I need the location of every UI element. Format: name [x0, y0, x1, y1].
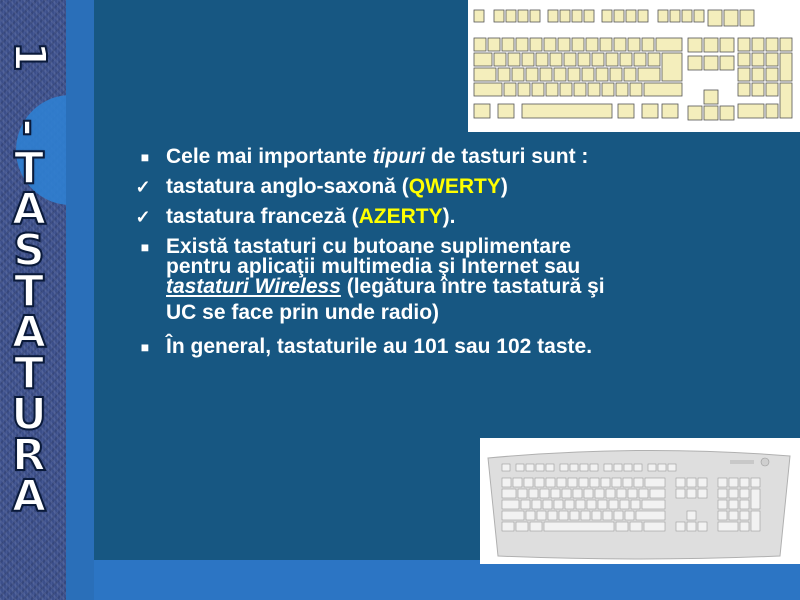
title-letter: R	[12, 430, 46, 481]
vertical-title	[0, 36, 58, 522]
title-letter: U	[11, 389, 47, 440]
bullet-text: tastatura franceză (	[166, 205, 359, 228]
bullet-text: de tasturi sunt :	[425, 145, 589, 168]
left-blue-band	[66, 0, 94, 600]
bullet-text: UC se face prin unde radio)	[166, 301, 440, 324]
bullet-text: )	[500, 175, 508, 198]
bullet-emphasis: tipuri	[372, 145, 426, 168]
title-letter: T	[13, 143, 44, 194]
square-bullet-icon: ■	[140, 339, 150, 355]
keyboard-layout-illustration	[468, 0, 800, 132]
title-letter: A	[11, 471, 47, 522]
bullet-item	[130, 237, 630, 327]
bullet-item	[130, 207, 630, 227]
keyboard-photo	[480, 438, 800, 564]
bullet-text: În general, tastaturile au 101 sau 102 taste.	[166, 335, 593, 358]
highlight-text: AZERTY	[358, 205, 443, 228]
bullet-text: (legătura între tastatură şi	[340, 275, 605, 298]
bullet-list	[130, 147, 630, 367]
bullet-item	[130, 147, 630, 167]
bullet-text: tastatura anglo-saxonă (	[166, 175, 409, 198]
title-letter: T	[13, 348, 44, 399]
title-letter: S	[13, 225, 45, 276]
highlight-text: QWERTY	[408, 175, 501, 198]
wireless-link[interactable]: tastaturi Wireless	[166, 275, 341, 298]
checkmark-bullet-icon: ✓	[135, 207, 151, 227]
bottom-strip	[94, 560, 800, 600]
bullet-item	[130, 337, 630, 357]
square-bullet-icon: ■	[140, 149, 150, 165]
bullet-text: ).	[442, 205, 456, 228]
title-number: 1	[3, 41, 55, 72]
title-letter: T	[13, 266, 44, 317]
square-bullet-icon: ■	[140, 239, 150, 255]
title-dash: -	[3, 118, 55, 137]
bullet-item	[130, 177, 630, 197]
checkmark-bullet-icon: ✓	[135, 177, 151, 197]
keyboard-photo-illustration	[480, 438, 800, 564]
bullet-text: Cele mai importante	[166, 145, 373, 168]
keyboard-layout-diagram	[468, 0, 800, 132]
bullet-text: Există tastaturi cu butoane suplimentare pentru aplicaţii multimedia şi Internet sau	[166, 235, 581, 278]
title-letter: A	[11, 307, 47, 358]
title-letter: A	[11, 184, 47, 235]
